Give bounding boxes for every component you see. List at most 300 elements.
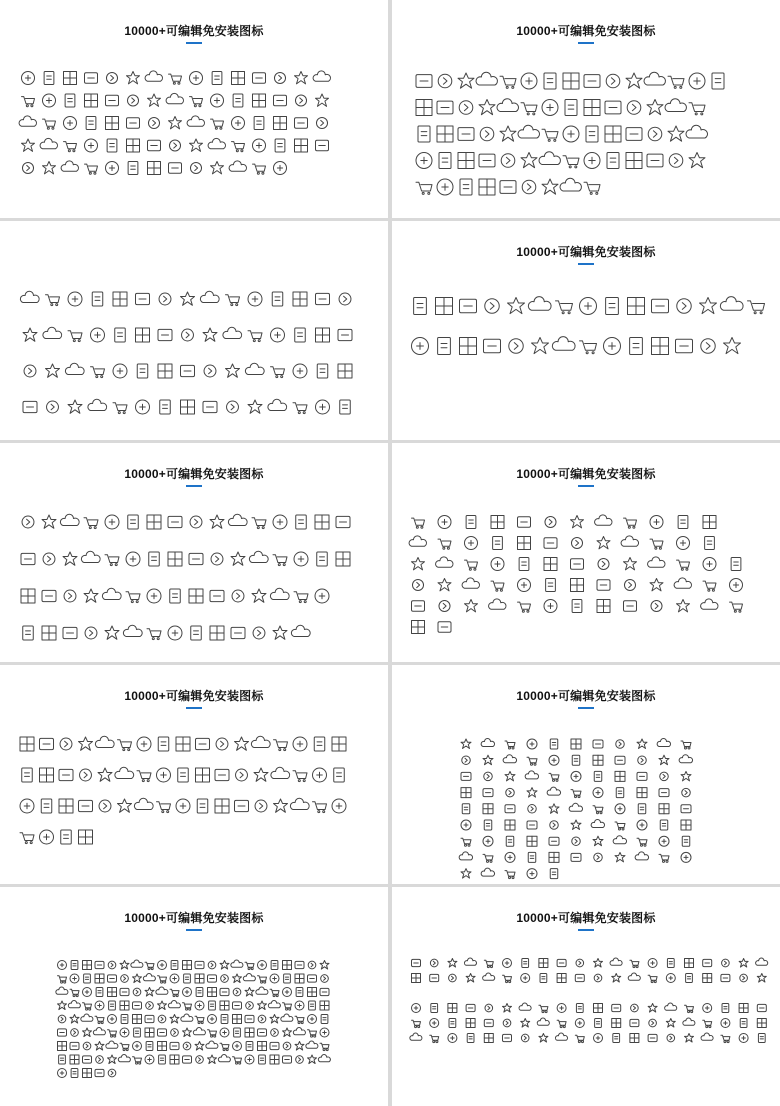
line-icon [46,295,60,306]
line-icon [604,338,621,355]
line-icon [316,117,327,128]
line-icon [58,1001,67,1010]
line-icon [439,153,451,169]
line-icon [659,755,669,765]
line-icon [660,820,668,830]
line-icon [519,558,529,571]
line-icon [227,401,239,413]
line-icon [647,100,663,115]
line-icon [127,139,140,152]
line-icon [136,293,150,304]
line-icon [220,961,229,970]
line-icon [722,1004,729,1013]
line-icon [158,976,167,983]
line-icon [665,99,686,112]
line-icon [231,552,245,565]
line-icon [211,553,223,565]
line-icon [190,139,203,151]
line-icon [236,769,248,781]
line-icon [705,537,715,550]
line-icon [117,799,131,812]
line-icon [295,1001,304,1010]
line-icon [88,399,107,410]
panel-4[interactable] [392,221,780,440]
panel-title: 10000+可编辑免安装图标 [124,689,264,703]
line-icon [624,558,637,570]
line-icon [438,579,451,591]
line-icon [115,767,134,778]
line-icon [190,97,203,107]
line-icon [571,739,581,749]
line-icon [338,329,352,340]
line-icon [467,1034,474,1043]
line-icon [571,537,582,548]
line-icon [211,162,224,174]
panel-9[interactable] [0,887,388,1106]
line-icon [461,838,471,846]
line-icon [291,625,310,636]
line-icon [730,579,743,592]
line-icon [293,771,307,782]
icon-grid [0,0,388,218]
line-icon [226,364,240,377]
line-icon [115,328,126,342]
line-icon [105,555,119,566]
line-icon [575,1019,584,1028]
line-icon [626,153,642,169]
line-icon [503,1019,511,1027]
line-icon [571,853,581,861]
line-icon [527,836,537,846]
line-icon [412,338,429,355]
line-icon [731,558,741,571]
line-icon [246,1002,254,1010]
line-icon [336,552,350,566]
line-icon [484,1019,493,1026]
line-icon [245,988,254,997]
line-icon [40,138,57,148]
line-icon [332,737,346,751]
line-icon [539,959,548,968]
line-icon [208,1055,217,1064]
line-icon [42,626,56,640]
line-icon [168,626,182,640]
line-icon [528,805,537,814]
line-icon [145,988,154,997]
line-icon [24,365,36,377]
line-icon [682,836,690,846]
line-icon [58,1029,67,1036]
line-icon [416,182,432,194]
line-icon [231,627,245,638]
line-icon [593,788,603,798]
line-icon [563,156,579,168]
line-icon [70,1015,79,1024]
line-icon [594,1004,603,1013]
line-icon [597,600,610,613]
line-icon [557,1004,566,1013]
line-icon [458,128,474,141]
line-icon [220,988,229,995]
line-icon [586,126,598,142]
line-icon [253,627,265,639]
icon-grid [392,665,780,884]
line-icon [71,1029,79,1037]
line-icon [624,579,635,590]
line-icon [460,338,477,355]
line-icon [85,139,98,152]
line-icon [665,1003,677,1010]
line-icon [466,1019,475,1028]
line-icon [594,853,603,862]
line-icon [91,367,105,378]
line-icon [113,364,127,378]
line-icon [70,974,79,983]
line-icon [23,328,37,341]
line-icon [169,117,182,129]
line-icon [183,988,192,997]
line-icon [271,961,278,970]
line-icon [293,1028,305,1035]
line-icon [483,973,495,980]
line-icon [461,772,471,780]
line-icon [527,757,537,765]
line-icon [459,101,473,115]
line-icon [703,558,716,571]
line-icon [133,1015,142,1024]
line-icon [220,1028,229,1037]
line-icon [70,989,79,996]
icon-grid [392,0,780,218]
line-icon [460,179,472,195]
line-icon [127,95,138,106]
line-icon [594,959,603,968]
line-icon [613,1034,620,1043]
line-icon [83,988,92,997]
line-icon [410,1033,422,1040]
line-icon [458,73,474,88]
line-icon [208,138,225,148]
line-icon [60,738,72,750]
line-icon [465,600,478,612]
line-icon [41,799,52,813]
line-icon [246,1042,253,1051]
line-icon [209,1001,216,1010]
line-icon [169,163,182,173]
line-icon [334,768,345,782]
line-icon [549,755,559,765]
line-icon [497,99,518,112]
line-icon [133,1002,142,1009]
line-icon [147,629,161,640]
line-icon [572,755,580,765]
line-icon [21,589,35,603]
line-icon [210,590,224,601]
line-icon [208,988,217,997]
line-icon [206,1041,218,1048]
line-icon [739,1004,748,1013]
line-icon [480,127,494,141]
line-icon [677,600,690,612]
line-icon [321,1015,328,1024]
line-icon [210,626,224,640]
line-icon [584,75,600,88]
line-icon [208,975,217,982]
line-icon [22,72,35,85]
line-icon [137,737,151,751]
line-icon [320,961,329,970]
line-icon [126,552,140,566]
line-icon [667,1034,675,1042]
line-icon [659,836,669,846]
line-icon [308,961,316,969]
panel-3[interactable] [0,221,388,440]
line-icon [493,537,503,550]
line-icon [437,179,453,195]
line-icon [158,737,169,751]
line-icon [245,1015,254,1022]
line-icon [98,768,112,781]
line-icon [134,1028,141,1037]
line-icon [149,552,160,566]
line-icon [60,514,79,525]
line-icon [616,788,624,798]
line-icon [160,400,171,414]
line-icon [430,974,439,981]
line-icon [479,154,495,167]
line-icon [521,974,530,983]
line-icon [158,1029,167,1036]
line-icon [102,588,121,599]
line-icon [232,590,244,602]
line-icon [294,552,308,566]
line-icon [484,960,493,967]
line-icon [430,1035,439,1042]
line-icon [43,327,62,338]
line-icon [181,365,195,376]
line-icon [522,959,529,968]
line-icon [233,1057,242,1064]
line-icon [108,1030,117,1037]
line-icon [22,162,33,173]
line-icon [61,161,78,171]
line-icon [430,959,438,967]
line-icon [563,73,579,89]
line-icon [183,961,192,970]
line-icon [20,291,39,302]
panel-10[interactable] [392,887,780,1106]
line-icon [610,958,622,965]
line-icon [539,152,560,165]
line-icon [321,975,329,983]
line-icon [527,788,537,798]
line-icon [108,1069,116,1077]
panel-title: 10000+可编辑免安装图标 [124,911,264,925]
line-icon [270,1055,279,1064]
line-icon [501,154,515,168]
line-icon [651,600,662,611]
line-icon [591,820,604,828]
line-icon [22,139,35,151]
line-icon [183,1003,192,1010]
line-icon [500,126,516,141]
line-icon [293,403,307,414]
line-icon [120,1001,129,1010]
line-icon [595,515,612,525]
line-icon [182,329,194,341]
line-icon [283,1003,292,1010]
line-icon [65,363,84,374]
line-icon [466,1004,475,1011]
line-icon [448,1034,457,1043]
line-icon [481,868,494,876]
line-icon [556,301,573,314]
line-icon [479,179,495,195]
line-icon [575,974,584,981]
line-icon [521,153,537,168]
line-icon [593,836,603,846]
line-icon [438,74,452,88]
panel-2[interactable] [392,0,780,218]
line-icon [637,739,647,749]
line-icon [461,869,471,879]
line-icon [245,363,264,374]
panel-1[interactable] [0,0,388,218]
line-icon [96,988,103,997]
icon-grid [392,443,780,662]
line-icon [483,836,493,846]
line-icon [542,179,558,194]
icon-grid [392,887,780,1105]
line-icon [607,153,619,169]
line-icon [253,139,266,152]
line-icon [158,364,172,378]
panel-8[interactable] [392,665,780,884]
line-icon [216,738,228,750]
line-icon [613,836,626,844]
line-icon [126,592,140,603]
panel-7[interactable] [0,665,388,884]
line-icon [274,740,288,751]
icon-grid [392,221,780,440]
line-icon [550,821,559,830]
line-icon [630,338,643,355]
line-icon [252,518,266,529]
panel-title: 10000+可编辑免安装图标 [516,467,656,481]
line-icon [128,515,139,529]
line-icon [597,537,610,549]
line-icon [544,600,557,613]
line-icon [605,101,621,114]
icon-grid [0,887,388,1105]
line-icon [233,1002,242,1009]
line-icon [439,600,450,611]
line-icon [612,974,621,983]
line-icon [412,974,421,983]
line-icon [281,1014,293,1021]
line-icon [686,974,693,983]
line-icon [320,1001,329,1010]
line-icon [232,117,245,130]
line-icon [689,73,705,89]
line-icon [414,298,427,315]
line-icon [630,1034,639,1043]
line-icon [459,852,472,860]
line-icon [270,974,279,983]
line-icon [255,800,267,812]
line-icon [505,805,515,813]
line-icon [339,293,351,305]
line-icon [233,94,243,107]
line-icon [615,852,625,862]
line-icon [68,1001,80,1008]
line-icon [677,537,690,550]
line-icon [44,72,54,85]
line-icon [58,961,67,970]
line-icon [689,103,705,115]
panel-6[interactable] [392,443,780,662]
line-icon [170,589,181,603]
line-icon [683,1018,695,1025]
line-icon [71,1069,78,1078]
line-icon [681,741,691,749]
line-icon [245,1028,254,1037]
line-icon [83,961,92,970]
line-icon [295,118,308,128]
line-icon [465,560,478,570]
line-icon [484,339,501,353]
line-icon [274,95,287,105]
line-icon [106,117,119,130]
line-icon [272,292,283,306]
line-icon [176,799,190,813]
line-icon [158,1001,167,1010]
line-icon [595,1019,602,1028]
line-icon [308,988,317,997]
line-icon [145,1055,154,1064]
line-icon [95,1016,104,1023]
line-icon [215,769,229,780]
line-icon [483,755,493,765]
line-icon [527,739,537,749]
line-icon [96,1056,104,1064]
line-icon [233,1015,242,1024]
line-icon [503,755,516,763]
line-icon [569,803,582,811]
line-icon [637,820,647,830]
line-icon [283,1042,291,1050]
line-icon [79,800,93,811]
line-icon [648,127,662,141]
line-icon [703,974,712,983]
line-icon [136,400,150,414]
line-icon [593,740,603,748]
line-icon [630,960,639,967]
line-icon [508,298,525,314]
line-icon [195,1001,204,1010]
line-icon [679,755,692,763]
line-icon [722,959,730,967]
line-icon [532,338,549,354]
line-icon [712,73,724,89]
line-icon [296,515,307,529]
line-icon [677,299,691,313]
line-icon [757,1019,766,1028]
line-icon [64,142,77,152]
line-icon [757,974,766,983]
line-icon [557,1020,566,1027]
panel-5[interactable] [0,443,388,662]
